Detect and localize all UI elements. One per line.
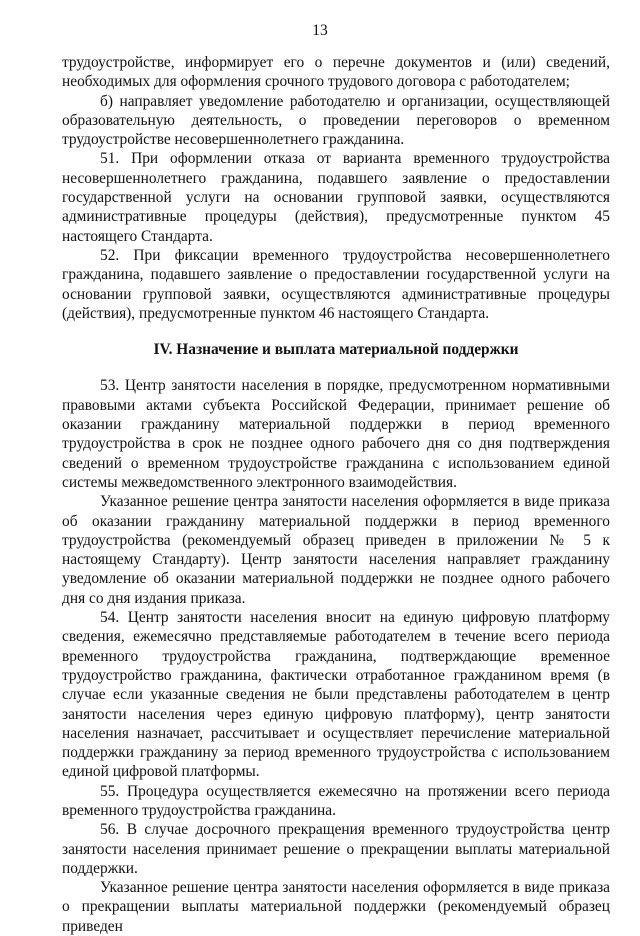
paragraph-56-decision: Указанное решение центра занятости населения оформляется в виде приказа о прекращении выплаты материальной поддержки (рекомендуемый образец приведен [62, 879, 610, 935]
paragraph-53-decision: Указанное решение центра занятости населения оформляется в виде приказа об оказании гражданину материальной поддержки в период временного трудоустройства (рекомендуемый образец приведен в приложении № 5 к настоящему Стандарту). Центр занятости населения направляет гражданину уведомление об оказании материальной поддержки не позднее одного рабочего дня со дня издания приказа. [62, 493, 610, 607]
paragraph-51: 51. При оформлении отказа от варианта временного трудоустройства несовершеннолетнего гражданина, подавшего заявление о предоставлении государственной услуги на основании групповой заявки, осуществляются административные процедуры (действия), предусмотренные пунктом 45 настоящего Стандарта. [62, 150, 610, 245]
paragraph-56: 56. В случае досрочного прекращения временного трудоустройства центр занятости населения принимает решение о прекращении выплаты материальной поддержки. [62, 821, 610, 877]
paragraph-item-b: б) направляет уведомление работодателю и организации, осуществляющей образовательную деятельность, о проведении переговоров о временном трудоустройстве несовершеннолетнего гражданина. [62, 92, 610, 149]
paragraph-continuation: трудоустройстве, информирует его о перечне документов и (или) сведений, необходимых для оформления срочного трудового договора с работодателем; [62, 54, 610, 91]
paragraph-53: 53. Центр занятости населения в порядке, предусмотренном нормативными правовыми актами субъекта Российской Федерации, принимает решение об оказании гражданину материальной поддержки в период временного трудоустройства в срок не позднее одного рабочего дня со дня подтверждения сведений о временном трудоустройстве гражданина с использованием единой системы межведомственного электронного взаимодействия. [62, 377, 610, 491]
section-heading: IV. Назначение и выплата материальной поддержки [153, 341, 519, 359]
paragraph-55: 55. Процедура осуществляется ежемесячно на протяжении всего периода временного трудоустройства гражданина. [62, 782, 610, 819]
page-number: 13 [312, 22, 328, 39]
document-body [62, 53, 610, 936]
paragraph-54: 54. Центр занятости населения вносит на единую цифровую платформу сведения, ежемесячно представляемые работодателем в течение всего периода временного трудоустройства гражданина, подтверждающие временное трудоустройство гражданина, фактически отработанное гражданином время (в случае если указанные сведения не были представлены работодателем в центр занятости населения через единую цифровую платформу), центр занятости населения назначает, рассчитывает и осуществляет перечисление материальной поддержки гражданину за период временного трудоустройства с использованием единой цифровой платформы. [62, 609, 610, 781]
paragraph-52: 52. При фиксации временного трудоустройства несовершеннолетнего гражданина, подавшего заявление о предоставлении государственной услуги на основании групповой заявки, осуществляются административные процедуры (действия), предусмотренные пунктом 46 настоящего Стандарта. [62, 246, 610, 322]
